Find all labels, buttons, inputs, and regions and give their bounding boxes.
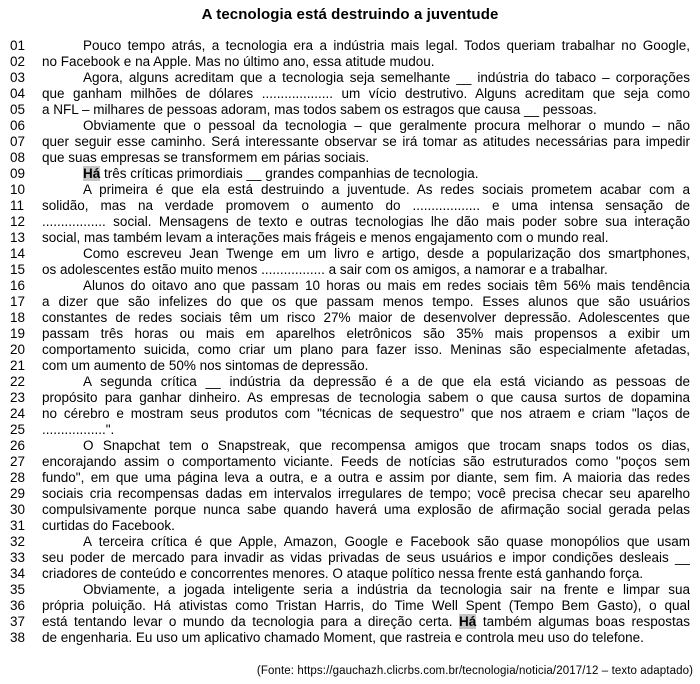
line-number: 26 [10,438,26,453]
text-line [10,86,690,102]
line-text [42,534,690,550]
text-segment: Agora, alguns acreditam que a tecnologia seja semelhante __ indústria do tabaco – corporações [83,70,690,85]
line-text [42,86,690,102]
text-segment: que suas empresas se transformem em párias sociais. [42,150,370,165]
text-segment: Obviamente, a jogada inteligente seria a indústria da tecnologia sair na frente e limpar sua [83,582,690,597]
text-line [10,582,690,598]
text-segment: com um aumento de 50% nos sintomas de depressão. [42,358,369,373]
highlighted-word: Há [83,166,101,181]
line-number: 13 [10,230,26,245]
text-line [10,486,690,502]
line-text [42,374,690,390]
line-text [42,294,690,310]
line-number: 01 [10,38,26,53]
text-segment: encorajando assim o comportamento viciante. Feeds de notícias são estruturados como "poços sem [42,454,690,469]
line-number: 29 [10,486,26,501]
text-segment: .................". [42,422,115,437]
text-segment: solidão, mas na verdade promovem o aumento do .................. e uma intensa sensação de [42,198,690,213]
text-segment: sociais cria recompensas dadas em intervalos irregulares de tempo; você precisa checar seu aparelho [42,486,690,501]
text-line [10,534,690,550]
text-line [10,38,690,54]
text-line [10,422,690,438]
line-text [42,214,690,230]
line-number: 18 [10,310,26,325]
line-text [42,342,690,358]
text-segment: Como escreveu Jean Twenge em um livro e artigo, desde a popularização dos smartphones, [83,246,690,261]
line-number: 03 [10,70,26,85]
text-line [10,310,690,326]
text-line [10,550,690,566]
text-segment: Obviamente que o pessoal da tecnologia – que geralmente procura melhorar o mundo – não [83,118,690,133]
line-text [42,166,690,182]
line-number: 24 [10,406,26,421]
line-number: 14 [10,246,26,261]
line-number: 12 [10,214,26,229]
line-number: 28 [10,470,26,485]
text-segment: constantes de redes sociais têm um risco 27% maior de desenvolver depressão. Adolescentes que [42,310,690,325]
text-segment: Pouco tempo atrás, a tecnologia era a indústria mais legal. Todos queriam trabalhar no Google, [83,38,690,53]
text-segment: que ganham milhões de dólares ................... um vício destrutivo. Alguns acreditam que seja como [42,86,690,101]
line-text [42,406,690,422]
line-text [42,182,690,198]
line-number: 36 [10,598,26,613]
text-line [10,278,690,294]
line-text [42,438,690,454]
line-text [42,70,690,86]
text-line [10,230,690,246]
line-number: 19 [10,326,26,341]
line-text [42,310,690,326]
text-line [10,118,690,134]
text-line [10,182,690,198]
line-number: 38 [10,630,26,645]
text-segment: própria poluição. Há ativistas como Tristan Harris, do Time Well Spent (Tempo Bem Gasto), o qual [42,598,690,613]
line-number: 34 [10,566,26,581]
text-segment: seu poder de mercado para invadir as vidas privadas de seus usuários e impor condições desleais __ [42,550,690,565]
text-line [10,502,690,518]
line-text [42,358,690,374]
text-line [10,390,690,406]
line-number: 21 [10,358,26,373]
line-text [42,150,690,166]
line-text [42,198,690,214]
line-text [42,262,690,278]
line-text [42,102,690,118]
line-number: 20 [10,342,26,357]
line-text [42,38,690,54]
text-line [10,70,690,86]
line-text [42,118,690,134]
text-segment: social, mas também levam a interações mais frágeis e menos engajamento com o mundo real. [42,230,609,245]
line-text [42,518,690,534]
line-text [42,326,690,342]
text-line [10,150,690,166]
line-number: 02 [10,54,26,69]
line-text [42,454,690,470]
line-text [42,470,690,486]
line-text [42,502,690,518]
document-title: A tecnologia está destruindo a juventude [201,6,499,23]
text-line [10,246,690,262]
text-segment: a NFL – milhares de pessoas adoram, mas todos sabem os estragos que causa __ pessoas. [42,102,597,117]
text-line [10,134,690,150]
text-segment: três críticas primordiais __ grandes companhias de tecnologia. [100,166,479,181]
line-number: 30 [10,502,26,517]
text-segment: passam três horas ou mais em aparelhos eletrônicos são 35% mais propensos a exibir um [42,326,690,341]
source-citation: (Fonte: https://gauchazh.clicrbs.com.br/tecnologia/noticia/2017/12 – texto adaptado) [256,665,693,677]
line-number: 33 [10,550,26,565]
text-line [10,262,690,278]
text-segment: propósito para ganhar dinheiro. As empresas de tecnologia sabem o que causa surtos de dopamina [42,390,690,405]
text-line [10,598,690,614]
text-line [10,358,690,374]
text-line [10,342,690,358]
line-text [42,486,690,502]
line-text [42,246,690,262]
highlighted-word: Há [459,614,477,629]
text-line [10,54,690,70]
text-segment: no cérebro e mostram seus produtos com "técnicas de sequestro" que nos atraem e criam "laços de [42,406,690,421]
line-number: 25 [10,422,26,437]
line-text [42,614,690,630]
line-text [42,566,690,582]
text-segment: ................. social. Mensagens de texto e outras tecnologias lhe dão mais poder sobre sua interação [42,214,690,229]
text-line [10,470,690,486]
line-number: 06 [10,118,26,133]
text-segment: comportamento suicida, como criar um plano para fazer isso. Meninas são especialmente afetadas, [42,342,690,357]
line-text [42,230,690,246]
line-number: 31 [10,518,26,533]
text-line [10,102,690,118]
line-text [42,582,690,598]
text-segment: a dizer que são infelizes do que os que passam menos tempo. Esses alunos que são usuários [42,294,690,309]
line-number: 11 [10,198,25,213]
text-line [10,566,690,582]
text-segment: no Facebook e na Apple. Mas no último ano, essa atitude mudou. [42,54,435,69]
line-text [42,422,690,438]
text-line [10,166,690,182]
line-number: 15 [10,262,26,277]
text-line [10,374,690,390]
line-text [42,550,690,566]
line-number: 32 [10,534,26,549]
text-line [10,198,690,214]
line-text [42,390,690,406]
text-segment: A terceira crítica é que Apple, Amazon, Google e Facebook são quase monopólios que usam [83,534,690,549]
text-segment: O Snapchat tem o Snapstreak, que recompensa amigos que trocam snaps todos os dias, [83,438,690,453]
text-segment: os adolescentes estão muito menos ................. a sair com os amigos, a namorar e a trabalhar. [42,262,608,277]
line-number: 05 [10,102,26,117]
text-segment: criadores de conteúdo e concorrentes menores. O ataque político nessa frente está ganhando força. [42,566,644,581]
text-segment: A segunda crítica __ indústria da depressão é a de que ela está viciando as pessoas de [83,374,690,389]
line-text [42,598,690,614]
line-number: 09 [10,166,26,181]
text-line [10,614,690,630]
text-line [10,454,690,470]
line-number: 08 [10,150,26,165]
text-line [10,630,690,646]
text-segment: compulsivamente porque nunca sabe quando haverá uma explosão de afirmação social gerada pelas [42,502,690,517]
text-segment: A primeira é que ela está destruindo a juventude. As redes sociais prometem acabar com a [83,182,690,197]
text-line [10,214,690,230]
text-segment: também algumas boas respostas [476,614,690,629]
line-text [42,630,690,646]
line-text [42,54,690,70]
line-number: 35 [10,582,26,597]
line-number: 10 [10,182,26,197]
line-number: 07 [10,134,26,149]
line-number: 23 [10,390,26,405]
text-body [10,38,690,646]
line-text [42,278,690,294]
text-line [10,518,690,534]
text-segment: Alunos do oitavo ano que passam 10 horas ou mais em redes sociais têm 56% mais tendência [83,278,690,293]
line-number: 17 [10,294,26,309]
line-number: 37 [10,614,26,629]
text-line [10,326,690,342]
text-line [10,294,690,310]
text-segment: quer seguir esse caminho. Será interessante observar se irá tomar as atitudes necessárias para impedir [42,134,690,149]
text-segment: curtidas do Facebook. [42,518,175,533]
line-number: 16 [10,278,26,293]
text-line [10,406,690,422]
text-segment: de engenharia. Eu uso um aplicativo chamado Moment, que rastreia e controla meu uso do telefone. [42,630,644,645]
text-segment: está tentando levar o mundo da tecnologia para a direção certa. [42,614,460,629]
line-text [42,134,690,150]
text-line [10,438,690,454]
line-number: 27 [10,454,26,469]
text-segment: fundo", em que uma página leva a outra, e a outra e assim por diante, sem fim. A maioria das redes [42,470,690,485]
line-number: 04 [10,86,26,101]
line-number: 22 [10,374,26,389]
